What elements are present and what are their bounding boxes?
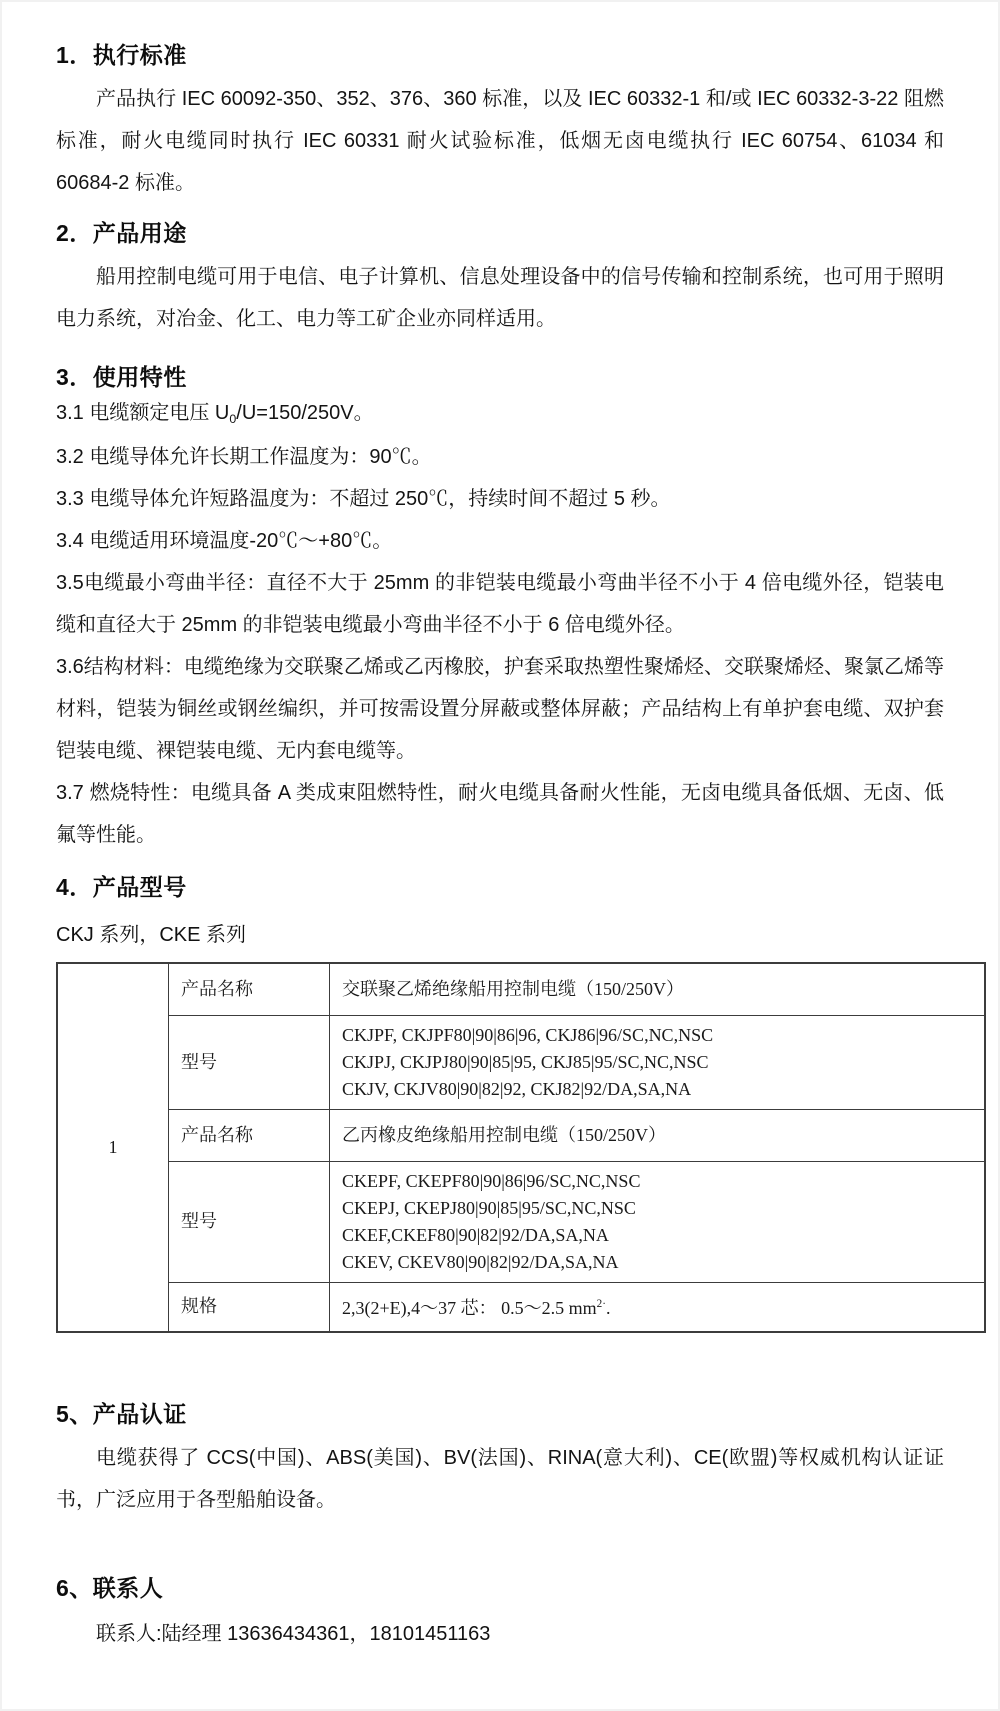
spec-period: . [605,1298,611,1319]
voltage-subscript: 0 [229,412,237,426]
section-4-heading: 4．产品型号 [56,874,187,900]
section-1-paragraph: 产品执行 IEC 60092-350、352、376、360 标准，以及 IEC 60332-1 和/或 IEC 60332-3-22 阻燃标准，耐火电缆同时执行 IEC 60331 耐火试验标准，低烟无卤电缆执行 IEC 60754、61034 和 60684-2 标准。 [56,88,944,194]
spec-item-3-1 [56,392,944,436]
spec-range: 2,3(2+E),4～37 芯： 0.5～2.5 mm [342,1298,597,1319]
model-line: CKEF,CKEF80|90|82|92/DA,SA,NA [342,1224,609,1245]
spec-item-3-6: 3.6结构材料：电缆绝缘为交联聚乙烯或乙丙橡胶，护套采取热塑性聚烯烃、交联聚烯烃、聚氯乙烯等材料，铠装为铜丝或钢丝编织，并可按需设置分屏蔽或整体屏蔽；产品结构上有单护套电缆、双护套铠装电缆、裸铠装电缆、无内套电缆等。 [56,656,944,762]
spec-item-3-5: 3.5电缆最小弯曲半径：直径不大于 25mm 的非铠装电缆最小弯曲半径不小于 4 倍电缆外径，铠装电缆和直径大于 25mm 的非铠装电缆最小弯曲半径不小于 6 倍电缆外径。 [56,572,944,636]
section-3-heading: 3．使用特性 [56,364,187,390]
table-value-cell: 交联聚乙烯绝缘船用控制电缆（150/250V） [330,963,986,1015]
section-5-paragraph: 电缆获得了 CCS(中国)、ABS(美国)、BV(法国)、RINA(意大利)、CE(欧盟)等权威机构认证证书，广泛应用于各型船舶设备。 [56,1447,944,1511]
series-subtitle: CKJ 系列，CKE 系列 [56,924,247,946]
table-row [57,1015,985,1109]
spec-item-3-2: 3.2 电缆导体允许长期工作温度为：90℃。 [56,446,432,468]
rated-voltage-prefix: 3.1 电缆额定电压 U [56,402,230,424]
model-line: CKJV, CKJV80|90|82|92, CKJ82|92/DA,SA,NA [342,1078,692,1099]
table-value-cell [330,1161,986,1282]
table-index-cell: 1 [57,963,169,1332]
section-1-heading: 1．执行标准 [56,42,187,68]
section-2-paragraph: 船用控制电缆可用于电信、电子计算机、信息处理设备中的信号传输和控制系统，也可用于照明电力系统，对冶金、化工、电力等工矿企业亦同样适用。 [56,266,944,330]
model-line: CKJPF, CKJPF80|90|86|96, CKJ86|96/SC,NC,NSC [342,1024,714,1045]
table-row [57,1161,985,1282]
table-label-cell: 产品名称 [169,1109,330,1161]
spec-superscript: 2· [596,1298,606,1311]
table-row [57,1282,985,1332]
spec-item-3-4: 3.4 电缆适用环境温度-20℃～+80℃。 [56,530,393,552]
table-value-cell: 乙丙橡皮绝缘船用控制电缆（150/250V） [330,1109,986,1161]
table-value-cell [330,1282,986,1332]
spec-item-3-3: 3.3 电缆导体允许短路温度为：不超过 250℃，持续时间不超过 5 秒。 [56,488,671,510]
table-row [57,1109,985,1161]
rated-voltage-suffix: /U=150/250V。 [236,402,374,424]
model-line: CKEV, CKEV80|90|82|92/DA,SA,NA [342,1251,619,1272]
table-value-cell [330,1015,986,1109]
table-label-cell: 型号 [169,1161,330,1282]
section-6-heading: 6、联系人 [56,1575,164,1601]
table-row [57,963,985,1015]
table-label-cell: 规格 [169,1282,330,1332]
table-label-cell: 产品名称 [169,963,330,1015]
section-5-heading: 5、产品认证 [56,1401,187,1427]
contact-line: 联系人:陆经理 13636434361，18101451163 [96,1623,491,1645]
model-line: CKEPJ, CKEPJ80|90|85|95/SC,NC,NSC [342,1197,636,1218]
product-model-table [56,962,986,1333]
spec-item-3-7: 3.7 燃烧特性：电缆具备 A 类成束阻燃特性，耐火电缆具备耐火性能，无卤电缆具备低烟、无卤、低氟等性能。 [56,782,944,846]
model-line: CKEPF, CKEPF80|90|86|96/SC,NC,NSC [342,1170,641,1191]
section-2-heading: 2．产品用途 [56,220,187,246]
model-line: CKJPJ, CKJPJ80|90|85|95, CKJ85|95/SC,NC,NSC [342,1051,709,1072]
table-label-cell: 型号 [169,1015,330,1109]
